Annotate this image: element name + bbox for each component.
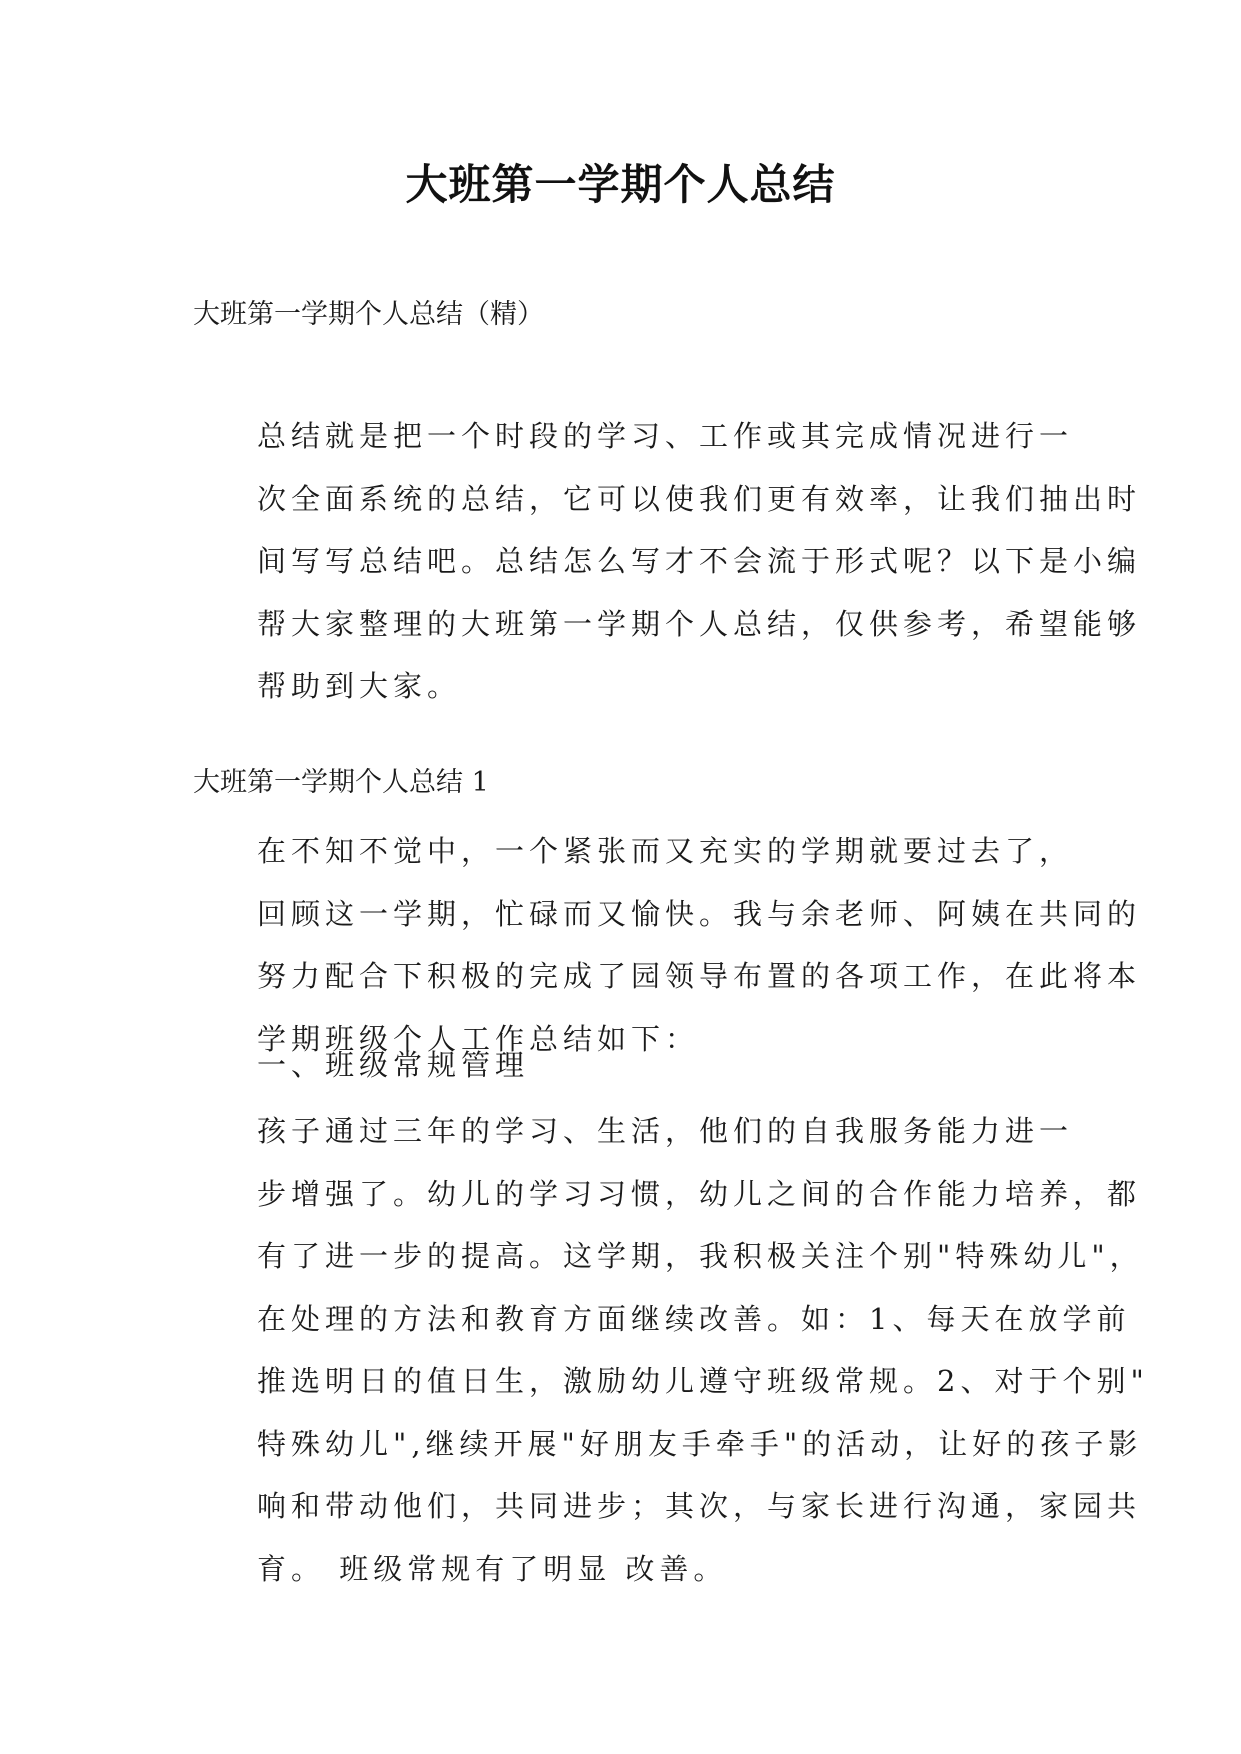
section1-line: 努力配合下积极的完成了园领导布置的各项工作，在此将本: [257, 959, 1142, 993]
class-routine-paragraph: [193, 1100, 1149, 1600]
class-routine-line: 育。 班级常规有了明显 改善。: [257, 1551, 728, 1586]
intro-line: 帮助到大家。: [257, 669, 462, 703]
class-routine-line: 步增强了。幼儿的学习习惯，幼儿之间的合作能力培养，都: [257, 1176, 1142, 1211]
document-subtitle: 大班第一学期个人总结（精）: [193, 299, 544, 330]
document-title: 大班第一学期个人总结: [405, 160, 836, 209]
class-routine-heading: 一、班级常规管理: [257, 1048, 530, 1082]
class-routine-line: 在处理的方法和教育方面继续改善。如：1、每天在放学前: [257, 1301, 1131, 1336]
class-routine-line: 推选明日的值日生，激励幼儿遵守班级常规。2、对于个别": [257, 1364, 1149, 1398]
class-routine-line: 孩子通过三年的学习、生活，他们的自我服务能力进一: [257, 1114, 1074, 1148]
section1-line: 学期班级个人工作总结如下：: [257, 1021, 700, 1056]
intro-line: 帮大家整理的大班第一学期个人总结，仅供参考，希望能够: [257, 606, 1142, 641]
class-routine-line: 有了进一步的提高。这学期，我积极关注个别"特殊幼儿"，: [257, 1239, 1144, 1273]
section1-line: 在不知不觉中，一个紧张而又充实的学期就要过去了，: [257, 834, 1074, 868]
intro-line: 总结就是把一个时段的学习、工作或其完成情况进行一: [257, 419, 1074, 453]
intro-line: 间写写总结吧。总结怎么写才不会流于形式呢？以下是小编: [257, 544, 1142, 578]
intro-line: 次全面系统的总结，它可以使我们更有效率，让我们抽出时: [257, 481, 1142, 516]
class-routine-line: 特殊幼儿",继续开展"好朋友手牵手"的活动，让好的孩子影: [257, 1426, 1143, 1461]
section-heading: 大班第一学期个人总结 1: [193, 767, 489, 798]
section1-line: 回顾这一学期，忙碌而又愉快。我与余老师、阿姨在共同的: [257, 896, 1142, 931]
intro-paragraph: [193, 405, 1142, 718]
class-routine-line: 响和带动他们，共同进步；其次，与家长进行沟通，家园共: [257, 1489, 1142, 1523]
section1-paragraph: [193, 820, 1142, 1070]
